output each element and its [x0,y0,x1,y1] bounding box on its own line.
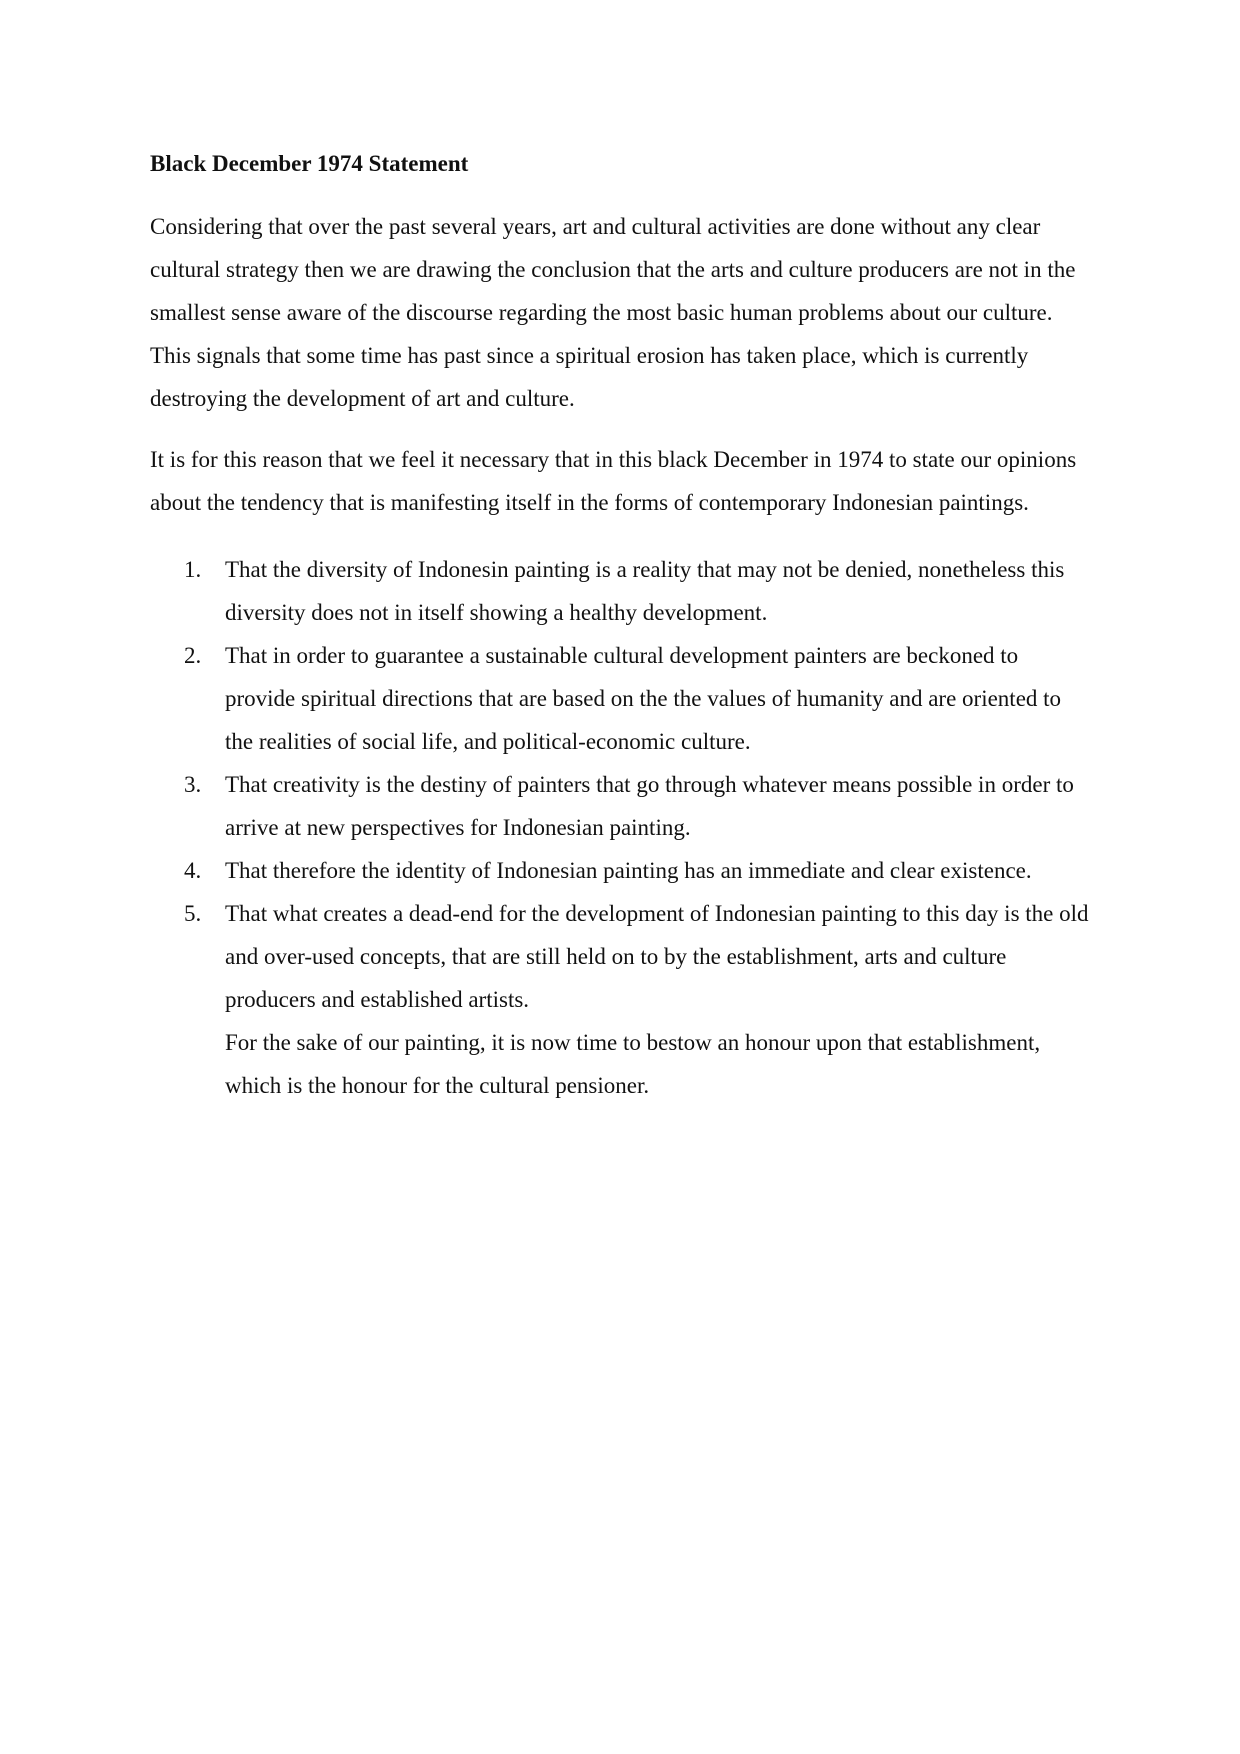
point-number: 2. [184,643,202,668]
reason-paragraph: It is for this reason that we feel it necessary that in this black December in 1974 to state our opinions about the tendency that is manifesting itself in the forms of contemporary Indonesian paintings. [150,447,1077,515]
statement-point-1 [150,548,1090,634]
closing-paragraph: For the sake of our painting, it is now time to bestow an honour upon that establishment, which is the honour for the cultural pensioner. [225,1030,1041,1098]
point-number: 1. [184,557,202,582]
point-text: That therefore the identity of Indonesian painting has an immediate and clear existence. [225,858,1032,883]
point-number: 4. [184,858,202,883]
document-body [150,146,1090,1107]
statement-point-4 [150,849,1090,892]
intro-paragraph: Considering that over the past several years, art and cultural activities are done without any clear cultural strategy then we are drawing the conclusion that the arts and culture producers are not in the smallest sense aware of the discourse regarding the most basic human problems about our culture. This signals that some time has past since a spiritual erosion has taken place, which is currently destroying the development of art and culture. [150,214,1076,411]
statement-point-2 [150,634,1090,763]
statement-points-list [150,548,1090,1021]
point-number: 3. [184,772,202,797]
point-number: 5. [184,901,202,926]
point-text: That creativity is the destiny of painters that go through whatever means possible in order to arrive at new perspectives for Indonesian painting. [225,772,1074,840]
point-text: That what creates a dead-end for the development of Indonesian painting to this day is the old and over-used concepts, that are still held on to by the establishment, arts and culture producers and established artists. [225,901,1089,1012]
point-text: That the diversity of Indonesin painting is a reality that may not be denied, nonetheless this diversity does not in itself showing a healthy development. [225,557,1065,625]
document-title: Black December 1974 Statement [150,151,469,176]
statement-point-5 [150,892,1090,1021]
point-text: That in order to guarantee a sustainable cultural development painters are beckoned to provide spiritual directions that are based on the the values of humanity and are oriented to the realities of social life, and political-economic culture. [225,643,1062,754]
statement-point-3 [150,763,1090,849]
